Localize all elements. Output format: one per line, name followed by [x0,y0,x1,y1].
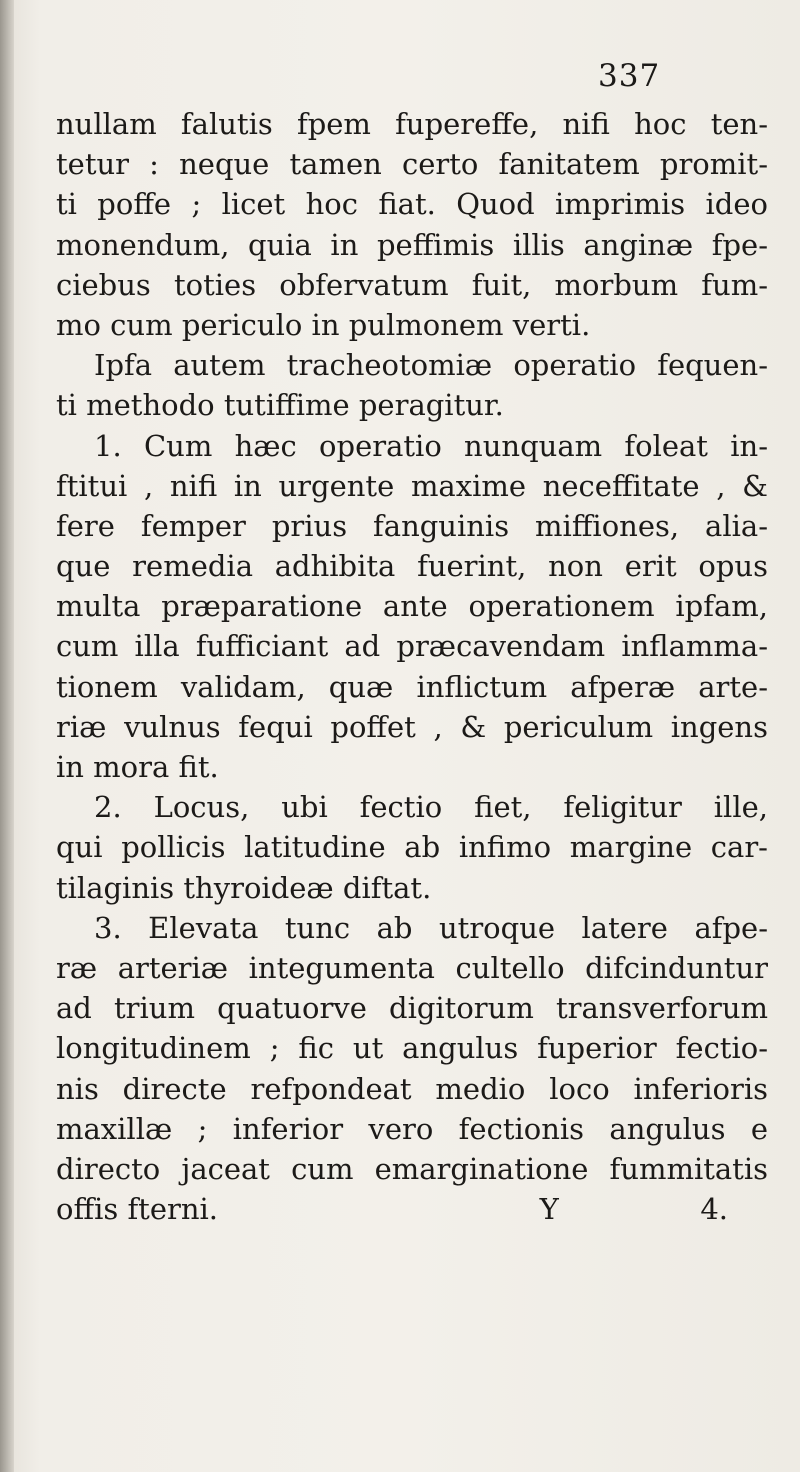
text-line: longitudinem ; fic ut angulus fuperior fectio- [56,1031,768,1066]
signature-mark: Y [539,1192,559,1227]
text-line: Ipfa autem tracheotomiæ operatio fequen- [94,348,768,383]
text-line: 2. Locus, ubi fectio fiet, feligitur ille, [94,790,768,825]
text-line: tetur : neque tamen certo fanitatem promit- [56,147,768,182]
text-line: ti poffe ; licet hoc fiat. Quod imprimis ideo [56,187,768,222]
text-line: monendum, quia in peffimis illis anginæ fpe- [56,227,768,262]
last-line-text: offis fterni. [56,1192,219,1227]
text-line: tionem validam, quæ inflictum afperæ arte- [56,669,768,704]
text-line: ciebus toties obfervatum fuit, morbum fum- [56,267,768,302]
text-line: ræ arteriæ integumenta cultello difcinduntur [56,950,768,985]
catchword: 4. [700,1192,728,1227]
text-line: mo cum periculo in pulmonem verti. [56,307,591,342]
text-line: fere femper prius fanguinis miffiones, alia- [56,508,768,543]
text-line: in mora fit. [56,750,219,784]
text-line: qui pollicis latitudine ab infimo margine car- [56,830,768,865]
text-line: nullam falutis fpem fupereffe, nifi hoc ten- [56,107,768,141]
text-line: ftitui , nifi in urgente maxime neceffitate , & [56,468,768,503]
text-line: ad trium quatuorve digitorum transverforum [56,991,768,1026]
text-line: cum illa fufficiant ad præcavendam inflamma- [56,629,768,664]
last-line [56,1189,768,1229]
text-line: maxillæ ; inferior vero fectionis angulus e [56,1111,768,1146]
text-line: riæ vulnus fequi poffet , & periculum ingens [56,709,768,744]
text-line: 3. Elevata tunc ab utroque latere afpe- [94,910,768,945]
text-line: multa præparatione ante operationem ipfam, [56,589,768,624]
page-spine-shadow [0,0,14,1472]
text-line: tilaginis thyroideæ diftat. [56,870,432,905]
page-number: 337 [598,58,661,94]
text-line: ti methodo tutiffime peragitur. [56,388,504,423]
body-text [56,104,768,1229]
text-line: directo jaceat cum emarginatione fummitatis [56,1151,768,1186]
text-line: nis directe refpondeat medio loco inferioris [56,1071,768,1106]
text-line: que remedia adhibita fuerint, non erit opus [56,549,768,584]
text-line: 1. Cum hæc operatio nunquam foleat in- [94,428,768,463]
